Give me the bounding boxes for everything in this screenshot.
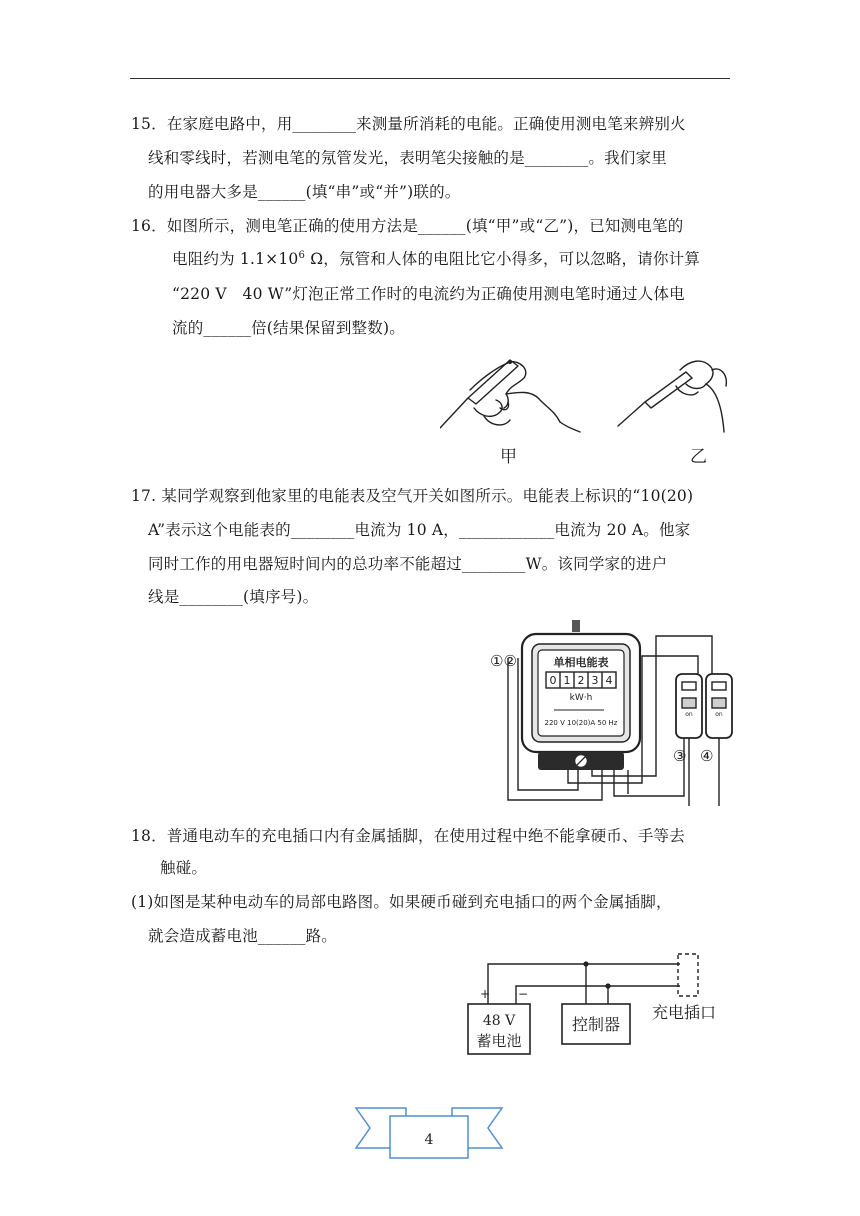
q15-line-2: 线和零线时，若测电笔的氖管发光，表明笔尖接触的是________。我们家里 [148, 149, 667, 167]
meter-terminal-label-1-2: ①② [490, 652, 517, 670]
battery-minus-sign: − [518, 987, 529, 1001]
q18-part1-line-1: (1)如图是某种电动车的局部电路图。如果硬币碰到充电插口的两个金属插脚， [131, 893, 672, 911]
q17-line-2: A”表示这个电能表的________电流为 10 A，____________电流为 20 A。他家 [148, 521, 691, 539]
q15-line-3: 的用电器大多是______(填“串”或“并”)联的。 [148, 183, 461, 201]
q16-exponent: 6 [298, 249, 306, 261]
meter-spec: 220 V 10(20)A 50 Hz [544, 719, 618, 727]
meter-digit-0: 0 [549, 674, 557, 687]
page-number-ribbon [354, 1104, 504, 1164]
figure-label-yi: 乙 [690, 447, 707, 467]
pen-a-tip-icon [440, 398, 468, 428]
header-rule [130, 78, 730, 79]
ebike-circuit-figure [460, 950, 760, 1060]
page-number: 4 [424, 1132, 434, 1148]
q16-line-3: “220 V 40 W”灯泡正常工作时的电流约为正确使用测电笔时通过人体电 [172, 285, 685, 303]
q18-line-2: 触碰。 [160, 859, 208, 877]
meter-digit-2: 2 [577, 674, 585, 687]
hand-a-icon [470, 362, 560, 422]
meter-unit: kW·h [569, 693, 593, 703]
breaker-left-label: on [685, 711, 693, 718]
q16-line-1: 16．如图所示，测电笔正确的使用方法是______(填“甲”或“乙”)，已知测电笔的 [131, 217, 684, 235]
charging-port-box [678, 954, 698, 996]
meter-digit-1: 1 [563, 674, 571, 687]
battery-voltage: 48 V [482, 1013, 516, 1029]
pen-a-body-icon [468, 360, 518, 404]
q16-line-2 [172, 247, 700, 269]
q18-part1-line-2: 就会造成蓄电池______路。 [148, 927, 338, 945]
battery-plus-sign: + [480, 987, 491, 1001]
q17-line-4: 线是________(填序号)。 [148, 588, 319, 606]
wire-negative [516, 986, 680, 1004]
battery-name: 蓄电池 [476, 1032, 522, 1050]
terminal-label-4: ④ [700, 747, 714, 765]
figure-label-jia: 甲 [500, 447, 517, 467]
controller-label: 控制器 [571, 1015, 621, 1034]
q16-line-2-post: Ω，氖管和人体的电阻比它小得多，可以忽略，请你计算 [305, 250, 701, 268]
meter-digit-3: 3 [591, 674, 599, 687]
q16-line-4: 流的______倍(结果保留到整数)。 [172, 319, 405, 337]
meter-title: 单相电能表 [553, 656, 609, 669]
meter-digit-4: 4 [605, 674, 613, 687]
q17-line-1: 17. 某同学观察到他家里的电能表及空气开关如图所示。电能表上标识的“10(20) [131, 487, 694, 505]
q17-line-3: 同时工作的用电器短时间内的总功率不能超过________W。该同学家的进户 [148, 555, 668, 573]
q16-line-2-pre: 电阻约为 1.1×10 [172, 250, 299, 268]
q18-line-1: 18．普通电动车的充电插口内有金属插脚，在使用过程中绝不能拿硬币、手等去 [131, 827, 685, 845]
q15-line-1: 15．在家庭电路中，用________来测量所消耗的电能。正确使用测电笔来辨别火 [131, 115, 686, 133]
charging-port-label: 充电插口 [652, 1003, 717, 1022]
pen-b-body-icon [645, 372, 692, 408]
test-pen-figure [440, 350, 740, 470]
terminal-label-3: ③ [673, 747, 687, 765]
wire-positive [488, 964, 680, 1004]
breaker-right-label: on [715, 711, 723, 718]
pen-b-tip-icon [618, 402, 645, 426]
electric-meter-figure [480, 618, 740, 810]
